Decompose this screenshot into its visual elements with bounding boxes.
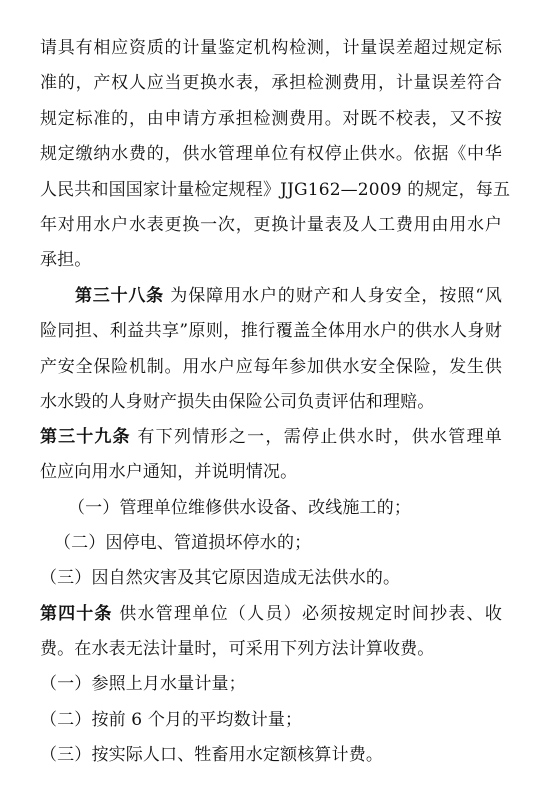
- text-line: 规定缴纳水费的，供水管理单位有权停止供水。依据《中华: [40, 144, 502, 164]
- text-line: 险同担、利益共享”原则，推行覆盖全体用水户的供水人身财: [40, 321, 502, 341]
- list-item: （一）参照上月水量计量；: [40, 674, 246, 694]
- text-line: 产安全保险机制。用水户应每年参加供水安全保险，发生供: [40, 357, 502, 377]
- article-39-first-line: [40, 426, 502, 448]
- text-line: 承担。: [40, 250, 92, 270]
- article-38-text: 为保障用水户的财产和人身安全，按照“风: [170, 286, 502, 306]
- text-line: 费。在水表无法计量时，可采用下列方法计算收费。: [40, 639, 435, 659]
- article-38-first-line: [75, 285, 502, 307]
- list-item: （三）按实际人口、牲畜用水定额核算计费。: [40, 745, 383, 765]
- article-40-heading: 第四十条: [40, 604, 113, 624]
- list-item: （二）因停电、管道损坏停水的；: [54, 533, 312, 553]
- article-38-heading: 第三十八条: [75, 286, 164, 306]
- list-item: （二）按前 6 个月的平均数计量；: [40, 710, 303, 730]
- article-40-first-line: [40, 603, 502, 625]
- text-line: 请具有相应资质的计量鉴定机构检测，计量误差超过规定标: [40, 38, 502, 58]
- text-line: 准的，产权人应当更换水表，承担检测费用，计量误差符合: [40, 73, 502, 93]
- text-line: 位应向用水户通知，并说明情况。: [40, 462, 298, 482]
- text-line: 人民共和国国家计量检定规程》JJG162—2009 的规定，每五: [40, 180, 511, 200]
- article-40-text: 供水管理单位（人员）必须按规定时间抄表、收: [119, 604, 502, 624]
- list-item: （三）因自然灾害及其它原因造成无法供水的。: [40, 568, 401, 588]
- article-39-text: 有下列情形之一，需停止供水时，供水管理单: [137, 427, 503, 447]
- text-line: 年对用水户水表更换一次，更换计量表及人工费用由用水户: [40, 215, 502, 235]
- text-line: 水水毁的人身财产损失由保险公司负责评估和理赔。: [40, 392, 435, 412]
- article-39-heading: 第三十九条: [40, 427, 131, 447]
- list-item: （一）管理单位维修供水设备、改线施工的；: [68, 498, 411, 518]
- text-line: 规定标准的，由申请方承担检测费用。对既不校表，又不按: [40, 109, 502, 129]
